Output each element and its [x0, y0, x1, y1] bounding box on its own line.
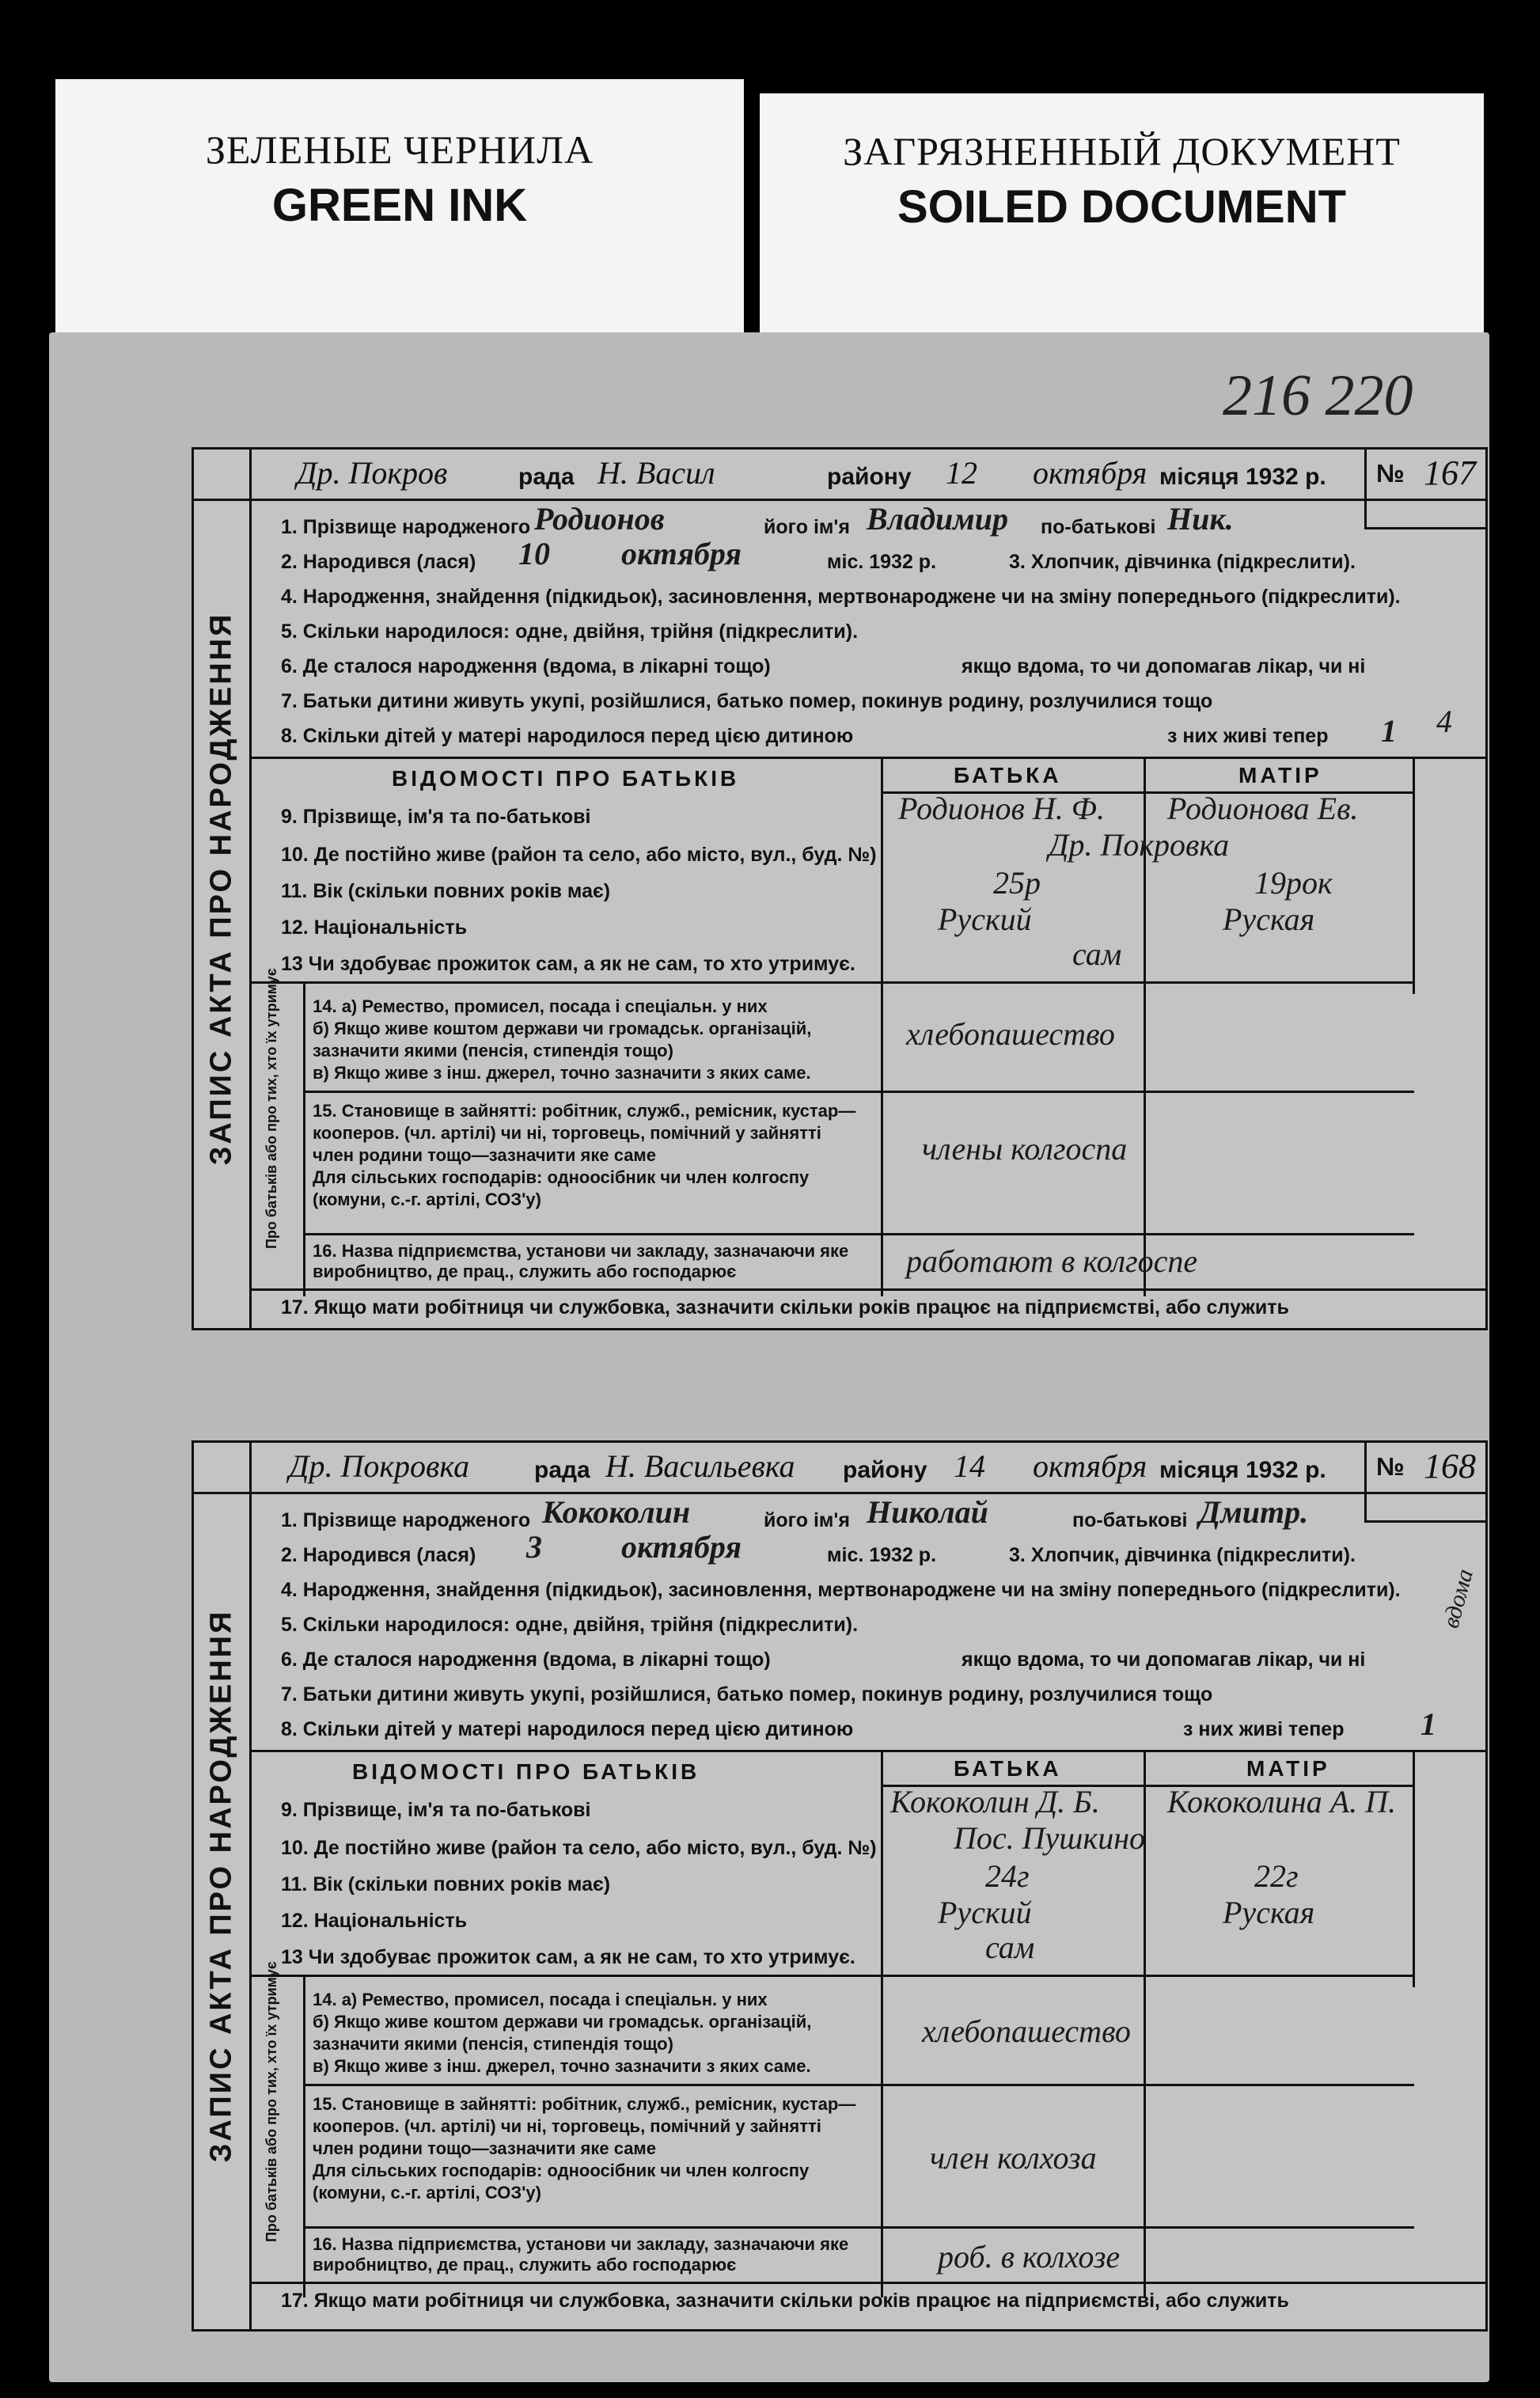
children-before: 1: [1421, 1706, 1436, 1742]
divider: [303, 2226, 1414, 2229]
col-divider: [881, 1750, 883, 2297]
birth-record-2: ЗАПИС АКТА ПРО НАРОДЖЕННЯ Др. Покровка рада Н. Васильевка району 14 октября місяця 1932 р. № 168 1. Прізвище народженого Кококолин його ім'я Николай по-батькові Дмитр. 2. Народився (лася) 3 октября міс. 1932 р. 3. Хлопчик, дівчинка (підкреслити). 4. Народження, знайдення (підкидьок), засиновлення, мертвонароджене чи на зміну попереднього (підкреслити). 5. Скільки народилося: одне, двійня, трійня (підкреслити). 6. Де сталося народження (вдома, в лікарні тощо) якщо вдома, то чи допомагав лікар, чи ні 7. Батьки дитини живуть укупі, розійшлися, батько помер, покинув родину, розлучилися тощо 8. Скільки дітей у матері народилося перед цією дитиною з них живі тепер 1 вдома ВІДОМОСТІ ПРО БАТЬКІВ БАТЬКА МАТІР 9. Прізвище, ім'я та по-батькові Кококолин Д. Б. Кококолина А. П. 10. Де постійно живе (район та село, або місто, вул., буд. №) Пос. Пушкино 11. Вік (скільки повних років має) 24г 22г 12. Національність Руский Руская 13 Чи здобуває прожиток сам, а як не сам, то хто утримує. сам Про батьків або про тих, хто їх утримує 14. а) Ремество, промисел, посада і спеціальн. у них б) Якщо живе коштом держави чи громадськ. організацій, зазначити якими (пенсія, стипендія тощо) в) Якщо живе з інш. джерел, точно зазначити з яких саме. хлебопашество 15. Становище в зайнятті: робітник, служб., ремісник, кустар—кооперов. (чл. артілі) чи ні, торговець, помічний у зайнятті член родини тощо—зазначити яке саме Для сільських господарів: одноосібник чи член колгоспу (комуни, с.-г. артілі, СОЗ'у) член колхоза 16. Назва підприємства, установи чи закладу, зазначаючи яке виробництво, де прац., служить або господарює роб. в колхозе 17. Якщо мати робітниця чи службовка, зазначити скільки років працює на підприємстві, або служить: [192, 1440, 1488, 2332]
mother-head: МАТІР: [1238, 763, 1322, 787]
father-nationality: Руский: [938, 1895, 1032, 1930]
birth-month: октября: [621, 1529, 742, 1565]
father-name: Кококолин Д. Б.: [890, 1784, 1100, 1819]
mother-head: МАТІР: [1246, 1756, 1330, 1781]
q15-text: 15. Становище в зайнятті: робітник, служб., ремісник, кустар—кооперов. (чл. артілі) чи ні, торговець, помічний у зайнятті член родини тощо—зазначити яке саме Для сільських господарів: одноосібник чи член колгоспу (комуни, с.-г. артілі, СОЗ'у): [313, 2094, 856, 2203]
father-name: Родионов Н. Ф.: [898, 791, 1105, 826]
mother-name: Родионова Ев.: [1167, 791, 1359, 826]
q15-text: 15. Становище в зайнятті: робітник, служб., ремісник, кустар—кооперов. (чл. артілі) чи ні, торговець, помічний у зайнятті член родини тощо—зазначити яке саме Для сільських господарів: одноосібник чи член колгоспу (комуни, с.-г. артілі, СОЗ'у): [313, 1101, 856, 1209]
divider: [303, 1091, 1414, 1093]
month-year-label: місяця 1932 р.: [1159, 464, 1326, 490]
residence: Др. Покровка: [1049, 827, 1230, 863]
status: член колхоза: [930, 2140, 1097, 2176]
divider: [249, 2282, 1485, 2284]
status: члены колгоспа: [922, 1131, 1128, 1167]
label-soiled-en: SOILED DOCUMENT: [897, 181, 1347, 233]
trade: хлебопашество: [906, 1016, 1115, 1052]
divider: [249, 981, 1414, 984]
record-number-box: № 167: [1364, 450, 1485, 529]
workplace: роб. в колхозе: [938, 2239, 1121, 2275]
record-day: 14: [954, 1448, 985, 1484]
divider: [303, 1233, 1414, 1235]
q14-text: 14. а) Ремество, промисел, посада і спеціальн. у них б) Якщо живе коштом держави чи громадськ. організацій, зазначити якими (пенсія, стипендія тощо) в) Якщо живе з інш. джерел, точно зазначити з яких саме.: [313, 996, 812, 1083]
label-soiled-document: [760, 93, 1484, 340]
side-subtitle: Про батьків або про тих, хто їх утримує: [264, 968, 279, 1249]
record-number-box: № 168: [1364, 1443, 1485, 1523]
label-green-ink: [55, 79, 744, 340]
child-surname: Родионов: [534, 501, 665, 537]
mother-age: 22г: [1254, 1858, 1299, 1894]
archive-number: 216 220: [1223, 363, 1413, 428]
child-name: Николай: [867, 1494, 988, 1530]
divider: [249, 757, 1485, 759]
district: Н. Васил: [597, 455, 715, 491]
father-age: 25р: [993, 865, 1041, 901]
q16-text: 16. Назва підприємства, установи чи закладу, зазначаючи яке виробництво, де прац., служить або господарює: [313, 2234, 849, 2275]
birth-month: октября: [621, 536, 742, 571]
birth-day: 10: [518, 536, 550, 571]
side-title: ЗАПИС АКТА ПРО НАРОДЖЕННЯ: [194, 450, 252, 1328]
raion-label: району: [827, 464, 912, 490]
trade: хлебопашество: [922, 2013, 1131, 2049]
self-support: сам: [1072, 936, 1122, 972]
father-head: БАТЬКА: [954, 763, 1062, 787]
record-number: 168: [1424, 1447, 1476, 1485]
village: Др. Покров: [297, 455, 448, 491]
workplace: работают в колгоспе: [906, 1243, 1198, 1279]
record-month: октября: [1033, 455, 1147, 491]
mother-nationality: Руская: [1223, 901, 1315, 937]
self-support: сам: [985, 1929, 1035, 1965]
birth-day: 3: [526, 1529, 542, 1565]
label-green-ink-en: GREEN INK: [271, 180, 528, 231]
side-title: ЗАПИС АКТА ПРО НАРОДЖЕННЯ: [194, 1443, 252, 2329]
father-age: 24г: [985, 1858, 1030, 1894]
children-before: 1: [1381, 713, 1397, 749]
sub-divider: [303, 1975, 305, 2297]
district: Н. Васильевка: [605, 1448, 795, 1484]
margin-note: 4: [1436, 704, 1452, 739]
q16-text: 16. Назва підприємства, установи чи закладу, зазначаючи яке виробництво, де прац., служить або господарює: [313, 1241, 849, 1281]
mother-nationality: Руская: [1223, 1895, 1315, 1930]
record-day: 12: [946, 455, 977, 491]
child-patronymic: Дмитр.: [1199, 1494, 1309, 1530]
margin-note: вдома: [1437, 1566, 1479, 1631]
rada-label: рада: [534, 1457, 590, 1483]
child-surname: Кококолин: [542, 1494, 691, 1530]
father-head: БАТЬКА: [954, 1756, 1062, 1781]
label-green-ink-ru: ЗЕЛЕНЫЕ ЧЕРНИЛА: [205, 127, 594, 172]
record-header: [194, 450, 1485, 501]
record-header: [194, 1443, 1485, 1494]
divider: [303, 2084, 1414, 2086]
raion-label: району: [843, 1457, 927, 1483]
side-subtitle: Про батьків або про тих, хто їх утримує: [264, 1961, 279, 2242]
label-soiled-ru: ЗАГРЯЗНЕННЫЙ ДОКУМЕНТ: [843, 129, 1401, 173]
record-number: 167: [1424, 453, 1476, 492]
col-divider: [881, 757, 883, 1296]
q14-text: 14. а) Ремество, промисел, посада і спеціальн. у них б) Якщо живе коштом держави чи громадськ. організацій, зазначити якими (пенсія, стипендія тощо) в) Якщо живе з інш. джерел, точно зазначити з яких саме.: [313, 1990, 812, 2076]
child-name: Владимир: [867, 501, 1008, 537]
village: Др. Покровка: [289, 1448, 470, 1484]
birth-record-1: ЗАПИС АКТА ПРО НАРОДЖЕННЯ Др. Покров рада Н. Васил району 12 октября місяця 1932 р. № 167 1. Прізвище народженого Родионов його ім'я Владимир по-батькові Ник. 2. Народився (лася) 10 октября міс. 1932 р. 3. Хлопчик, дівчинка (підкреслити). 4. Народження, знайдення (підкидьок), засиновлення, мертвонароджене чи на зміну попереднього (підкреслити). 5. Скільки народилося: одне, двійня, трійня (підкреслити). 6. Де сталося народження (вдома, в лікарні тощо) якщо вдома, то чи допомагав лікар, чи ні 7. Батьки дитини живуть укупі, розійшлися, батько помер, покинув родину, розлучилися тощо 8. Скільки дітей у матері народилося перед цією дитиною з них живі тепер 1 4 ВІДОМОСТІ ПРО БАТЬКІВ БАТЬКА МАТІР 9. Прізвище, ім'я та по-батькові Родионов Н. Ф. Родионова Ев. 10. Де постійно живе (район та село, або місто, вул., буд. №) Др. Покровка 11. Вік (скільки повних років має) 25р 19рок 12. Національність Руский Руская 13 Чи здобуває прожиток сам, а як не сам, то хто утримує. сам Про батьків або про тих, хто їх утримує 14. а) Ремество, промисел, посада і спеціальн. у них б) Якщо живе коштом держави чи громадськ. організацій, зазначити якими (пенсія, стипендія тощо) в) Якщо живе з інш. джерел, точно зазначити з яких саме. хлебопашество 15. Становище в зайнятті: робітник, служб., ремісник, кустар—кооперов. (чл. артілі) чи ні, торговець, помічний у зайнятті член родини тощо—зазначити яке саме Для сільських господарів: одноосібник чи член колгоспу (комуни, с.-г. артілі, СОЗ'у) члены колгоспа 16. Назва підприємства, установи чи закладу, зазначаючи яке виробництво, де прац., служить або господарює работают в колгоспе 17. Якщо мати робітниця чи службовка, зазначити скільки років працює на підприємстві, або служить: [192, 447, 1488, 1330]
residence: Пос. Пушкино: [954, 1820, 1146, 1856]
mother-name: Кококолина А. П.: [1167, 1784, 1397, 1819]
parents-head: ВІДОМОСТІ ПРО БАТЬКІВ: [392, 766, 740, 791]
divider: [249, 1750, 1485, 1752]
parents-head: ВІДОМОСТІ ПРО БАТЬКІВ: [352, 1759, 700, 1784]
record-month: октября: [1033, 1448, 1147, 1484]
father-nationality: Руский: [938, 901, 1032, 937]
rada-label: рада: [518, 464, 575, 490]
sub-divider: [303, 981, 305, 1296]
month-year-label: місяця 1932 р.: [1159, 1457, 1326, 1483]
mother-age: 19рок: [1254, 865, 1333, 901]
child-patronymic: Ник.: [1167, 501, 1234, 537]
divider: [249, 1975, 1414, 1977]
divider: [249, 1288, 1485, 1291]
